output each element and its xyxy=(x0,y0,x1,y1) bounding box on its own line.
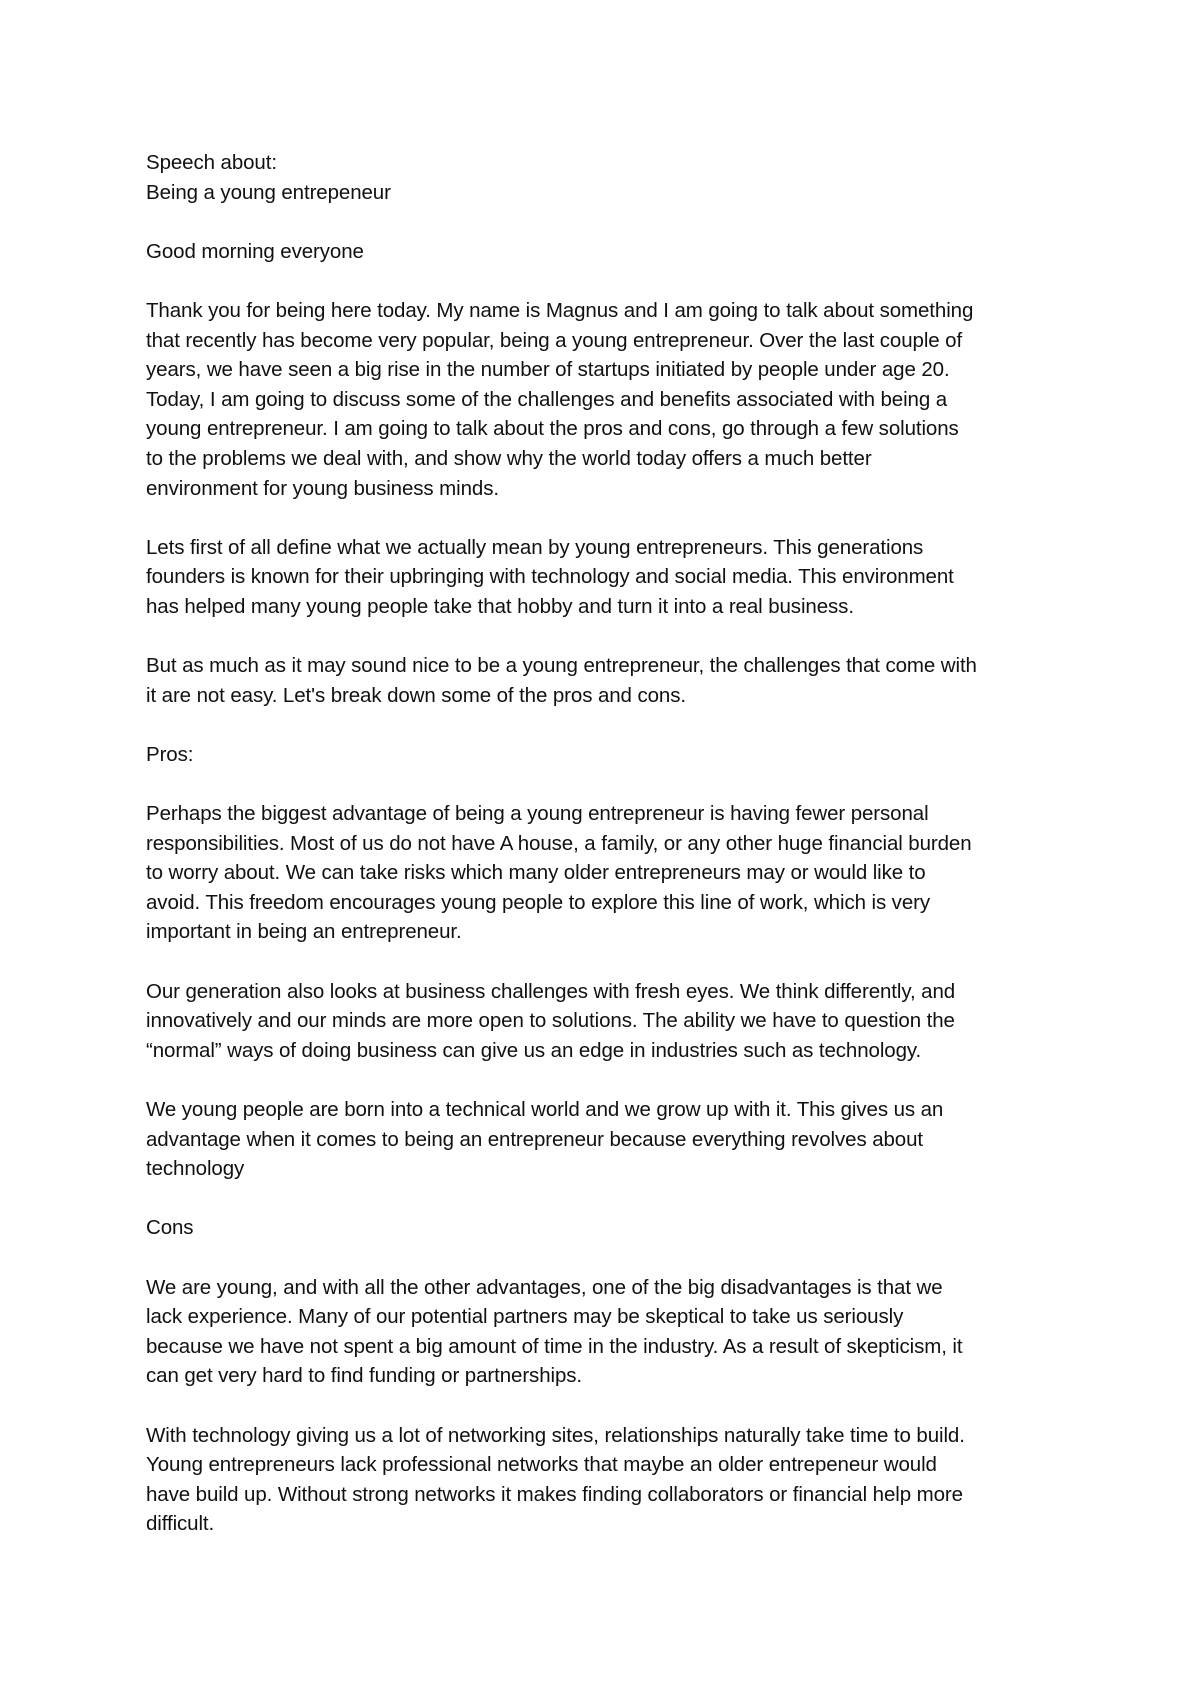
greeting-line: Good morning everyone xyxy=(146,239,364,263)
speech-paragraphs xyxy=(146,296,1066,1539)
paragraph-line: “normal” ways of doing business can give us an edge in industries such as technology. xyxy=(146,1038,922,1062)
paragraph-line: But as much as it may sound nice to be a young entrepreneur, the challenges that come with xyxy=(146,654,977,678)
speech-paragraph xyxy=(146,740,1066,770)
paragraph-line: because we have not spent a big amount of time in the industry. As a result of skepticism, it xyxy=(146,1334,963,1358)
paragraph-line: innovatively and our minds are more open to solutions. The ability we have to question the xyxy=(146,1009,955,1033)
speech-paragraph xyxy=(146,1095,1066,1184)
paragraph-line: With technology giving us a lot of networking sites, relationships naturally take time to build. xyxy=(146,1423,965,1447)
paragraph-line: Today, I am going to discuss some of the challenges and benefits associated with being a xyxy=(146,387,948,411)
paragraph-line: Pros: xyxy=(146,742,194,766)
paragraph-line: to worry about. We can take risks which many older entrepreneurs may or would like to xyxy=(146,861,926,885)
speech-paragraph xyxy=(146,799,1066,947)
paragraph-line: important in being an entrepreneur. xyxy=(146,920,462,944)
paragraph-line: Perhaps the biggest advantage of being a young entrepreneur is having fewer personal xyxy=(146,802,929,826)
paragraph-line: years, we have seen a big rise in the number of startups initiated by people under age 20. xyxy=(146,358,950,382)
speech-paragraph xyxy=(146,1213,1066,1243)
greeting-paragraph xyxy=(146,237,1066,267)
paragraph-line: advantage when it comes to being an entrepreneur because everything revolves about xyxy=(146,1127,924,1151)
paragraph-line: responsibilities. Most of us do not have A house, a family, or any other huge financial burden xyxy=(146,831,972,855)
paragraph-line: young entrepreneur. I am going to talk about the pros and cons, go through a few solutions xyxy=(146,417,959,441)
paragraph-line: Cons xyxy=(146,1216,194,1240)
paragraph-line: founders is known for their upbringing with technology and social media. This environment xyxy=(146,565,954,589)
paragraph-line: lack experience. Many of our potential partners may be skeptical to take us seriously xyxy=(146,1305,904,1329)
paragraph-line: Lets first of all define what we actually mean by young entrepreneurs. This generations xyxy=(146,535,924,559)
heading-title: Being a young entrepeneur xyxy=(146,180,391,204)
speech-paragraph xyxy=(146,1421,1066,1539)
paragraph-line: environment for young business minds. xyxy=(146,476,499,500)
paragraph-line: Our generation also looks at business challenges with fresh eyes. We think differently, and xyxy=(146,979,956,1003)
paragraph-line: difficult. xyxy=(146,1512,215,1536)
document-body xyxy=(146,148,1066,1539)
speech-paragraph xyxy=(146,533,1066,622)
paragraph-line: We young people are born into a technical world and we grow up with it. This gives us an xyxy=(146,1098,944,1121)
paragraph-line: Young entrepreneurs lack professional networks that maybe an older entrepeneur would xyxy=(146,1453,937,1477)
paragraph-line: that recently has become very popular, being a young entrepreneur. Over the last couple of xyxy=(146,328,963,352)
paragraph-line: have build up. Without strong networks it makes finding collaborators or financial help more xyxy=(146,1482,963,1506)
paragraph-line: to the problems we deal with, and show why the world today offers a much better xyxy=(146,446,872,470)
paragraph-line: it are not easy. Let's break down some of the pros and cons. xyxy=(146,683,686,707)
paragraph-line: avoid. This freedom encourages young people to explore this line of work, which is very xyxy=(146,890,931,914)
paragraph-line: Thank you for being here today. My name is Magnus and I am going to talk about something xyxy=(146,298,974,322)
document-heading xyxy=(146,148,1066,207)
speech-paragraph xyxy=(146,296,1066,503)
speech-paragraph xyxy=(146,1273,1066,1391)
paragraph-line: has helped many young people take that hobby and turn it into a real business. xyxy=(146,594,854,618)
paragraph-line: technology xyxy=(146,1157,245,1181)
paragraph-line: can get very hard to find funding or partnerships. xyxy=(146,1364,583,1388)
heading-line: Speech about: xyxy=(146,151,277,174)
speech-paragraph xyxy=(146,651,1066,710)
paragraph-line: We are young, and with all the other advantages, one of the big disadvantages is that we xyxy=(146,1275,943,1299)
speech-paragraph xyxy=(146,977,1066,1066)
